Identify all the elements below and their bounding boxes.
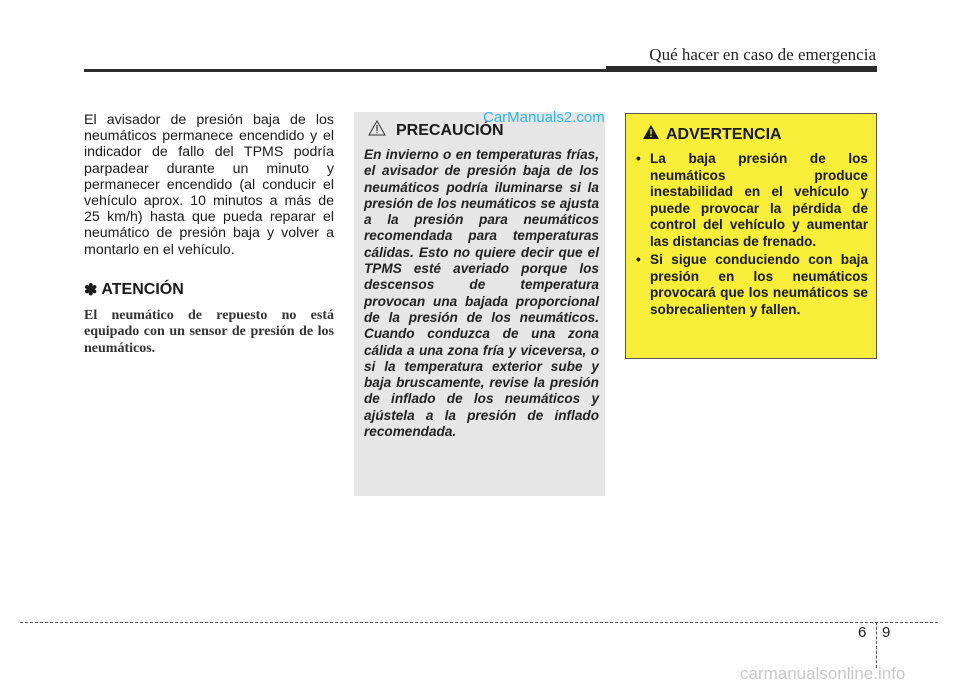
left-column (84, 112, 334, 357)
attention-heading (84, 280, 334, 300)
warning-filled-icon (642, 124, 660, 145)
warning-title: ADVERTENCIA (666, 125, 782, 143)
warning-list (636, 151, 868, 318)
chapter-number: 6 (858, 624, 867, 641)
page-number: 9 (882, 624, 891, 641)
body-paragraph: El avisador de presión baja de los neumáticos permanece encendido y el indicador de fallo del TPMS podría parpadear durante un minuto y permanecer encendido (al conducir el vehículo aprox. 10 minutos a más de 25 km/h) hasta que pueda reparar el neumático de presión baja y volver a montarlo en el vehículo. (84, 112, 334, 258)
caution-box (354, 112, 605, 496)
watermark-link[interactable]: CarManuals2.com (483, 109, 605, 126)
header-rule-accent (606, 66, 877, 72)
section-title: Qué hacer en caso de emergencia (649, 45, 876, 64)
attention-title: ATENCIÓN (101, 280, 184, 298)
caution-body: En invierno o en temperaturas frías, el avisador de presión baja de los neumáticos podría iluminarse si la presión de los neumáticos se ajusta a la presión para neumáticos recomendada para temperaturas cálidas. Esto no quiere decir que el TPMS esté averiado porque los descensos de temperatura provocan una bajada proporcional de la presión de los neumáticos. Cuando conduzca de una zona cálida a una zona fría y viceversa, o si la temperatura exterior sube y baja bruscamente, revise la presión de inflado de los neumáticos y ajústela a la presión de inflado recomendada. (364, 147, 599, 440)
footer-divider (20, 622, 938, 623)
attention-symbol-icon: ✽ (84, 281, 98, 299)
footer-site-link[interactable]: carmanualsonline.info (740, 664, 906, 683)
page-number-separator (876, 622, 877, 668)
warning-item: • La baja presión de los neumáticos produce inestabilidad en el vehículo y puede provocar la pérdida de control del vehículo y aumentar las distancias de frenado. (636, 151, 868, 250)
caution-title: PRECAUCIÓN (396, 121, 504, 139)
warning-heading (642, 124, 868, 145)
warning-item: • Si sigue conduciendo con baja presión en los neumáticos provocará que los neumáticos se sobrecalienten y fallen. (636, 252, 868, 318)
warning-outline-icon (368, 120, 386, 141)
warning-box (625, 113, 877, 359)
attention-body: El neumático de repuesto no está equipado con un sensor de presión de los neumáticos. (84, 307, 334, 356)
